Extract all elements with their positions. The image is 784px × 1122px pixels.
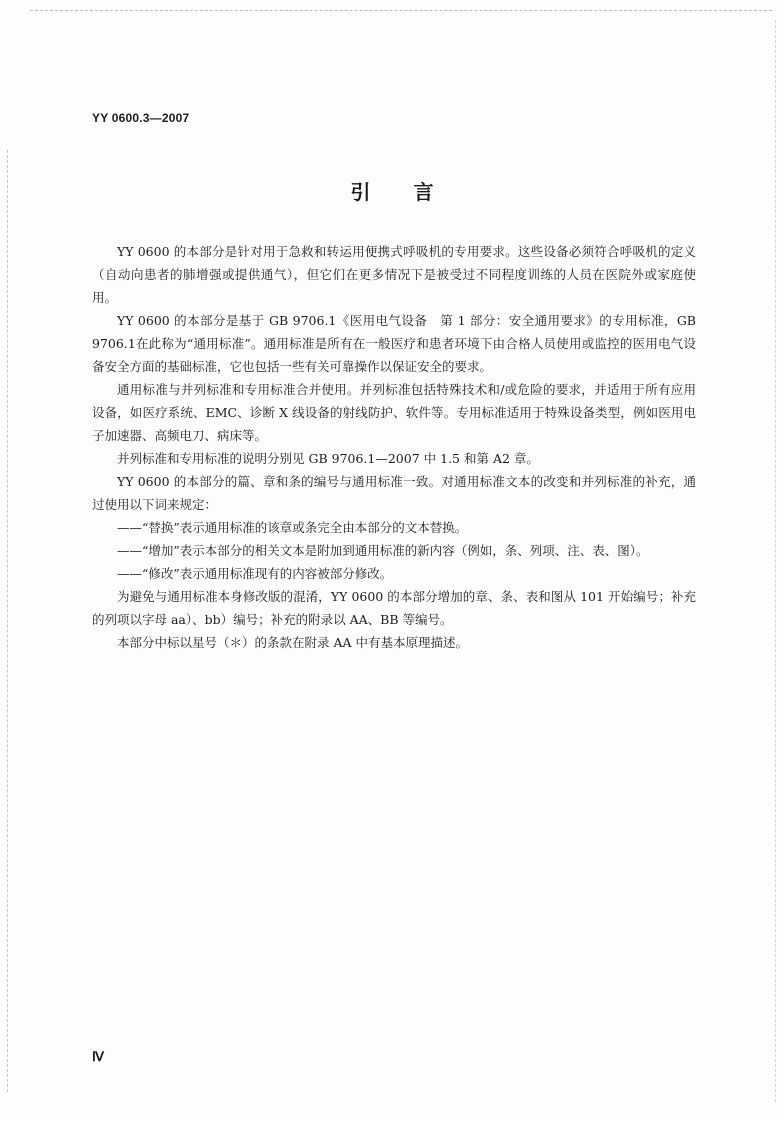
document-number: YY 0600.3—2007: [92, 111, 190, 125]
scan-edge-left: [7, 150, 8, 1092]
list-item-amendment: ——“修改”表示通用标准现有的内容被部分修改。: [117, 566, 393, 581]
body-text: [92, 240, 696, 654]
paragraph-scope: YY 0600 的本部分是针对用于急救和转运用便携式呼吸机的专用要求。这些设备必须符合呼吸机的定义（自动向患者的肺增强或提供通气），但它们在更多情况下是被受过不同程度训练的人员在医院外或家庭使用。: [92, 244, 696, 305]
list-item-replacement: ——“替换”表示通用标准的该章或条完全由本部分的文本替换。: [117, 520, 468, 535]
paragraph-numbering: YY 0600 的本部分的篇、章和条的编号与通用标准一致。对通用标准文本的改变和并列标准的补充，通过使用以下词来规定：: [92, 474, 696, 512]
paragraph-collateral: 通用标准与并列标准和专用标准合并使用。并列标准包括特殊技术和/或危险的要求，并适用于所有应用设备，如医疗系统、EMC、诊断 X 线设备的射线防护、软件等。专用标准适用于特殊设备类型，例如医用电子加速器、高频电刀、病床等。: [92, 382, 696, 443]
scan-edge-top: [30, 10, 772, 11]
paragraph-asterisk-note: 本部分中标以星号（＊）的条款在附录 AA 中有基本原理描述。: [117, 635, 469, 650]
page-number: Ⅳ: [92, 1049, 104, 1064]
list-item-addition: ——“增加”表示本部分的相关文本是附加到通用标准的新内容（例如，条、列项、注、表、图）。: [117, 543, 649, 558]
page-title: 引 言: [350, 180, 434, 204]
paragraph-reference: 并列标准和专用标准的说明分别见 GB 9706.1—2007 中 1.5 和第 A2 章。: [117, 451, 539, 466]
paragraph-basis: YY 0600 的本部分是基于 GB 9706.1《医用电气设备 第 1 部分：安全通用要求》的专用标准，GB 9706.1在此称为“通用标准”。通用标准是所有在一般医疗和患者环境下由合格人员使用或监控的医用电气设备安全方面的基础标准，它也包括一些有关可靠操作以保证安全的要求。: [92, 313, 696, 374]
paragraph-numbering-scheme: 为避免与通用标准本身修改版的混淆，YY 0600 的本部分增加的章、条、表和图从 101 开始编号；补充的列项以字母 aa）、bb）编号；补充的附录以 AA、BB 等编号。: [92, 589, 696, 627]
